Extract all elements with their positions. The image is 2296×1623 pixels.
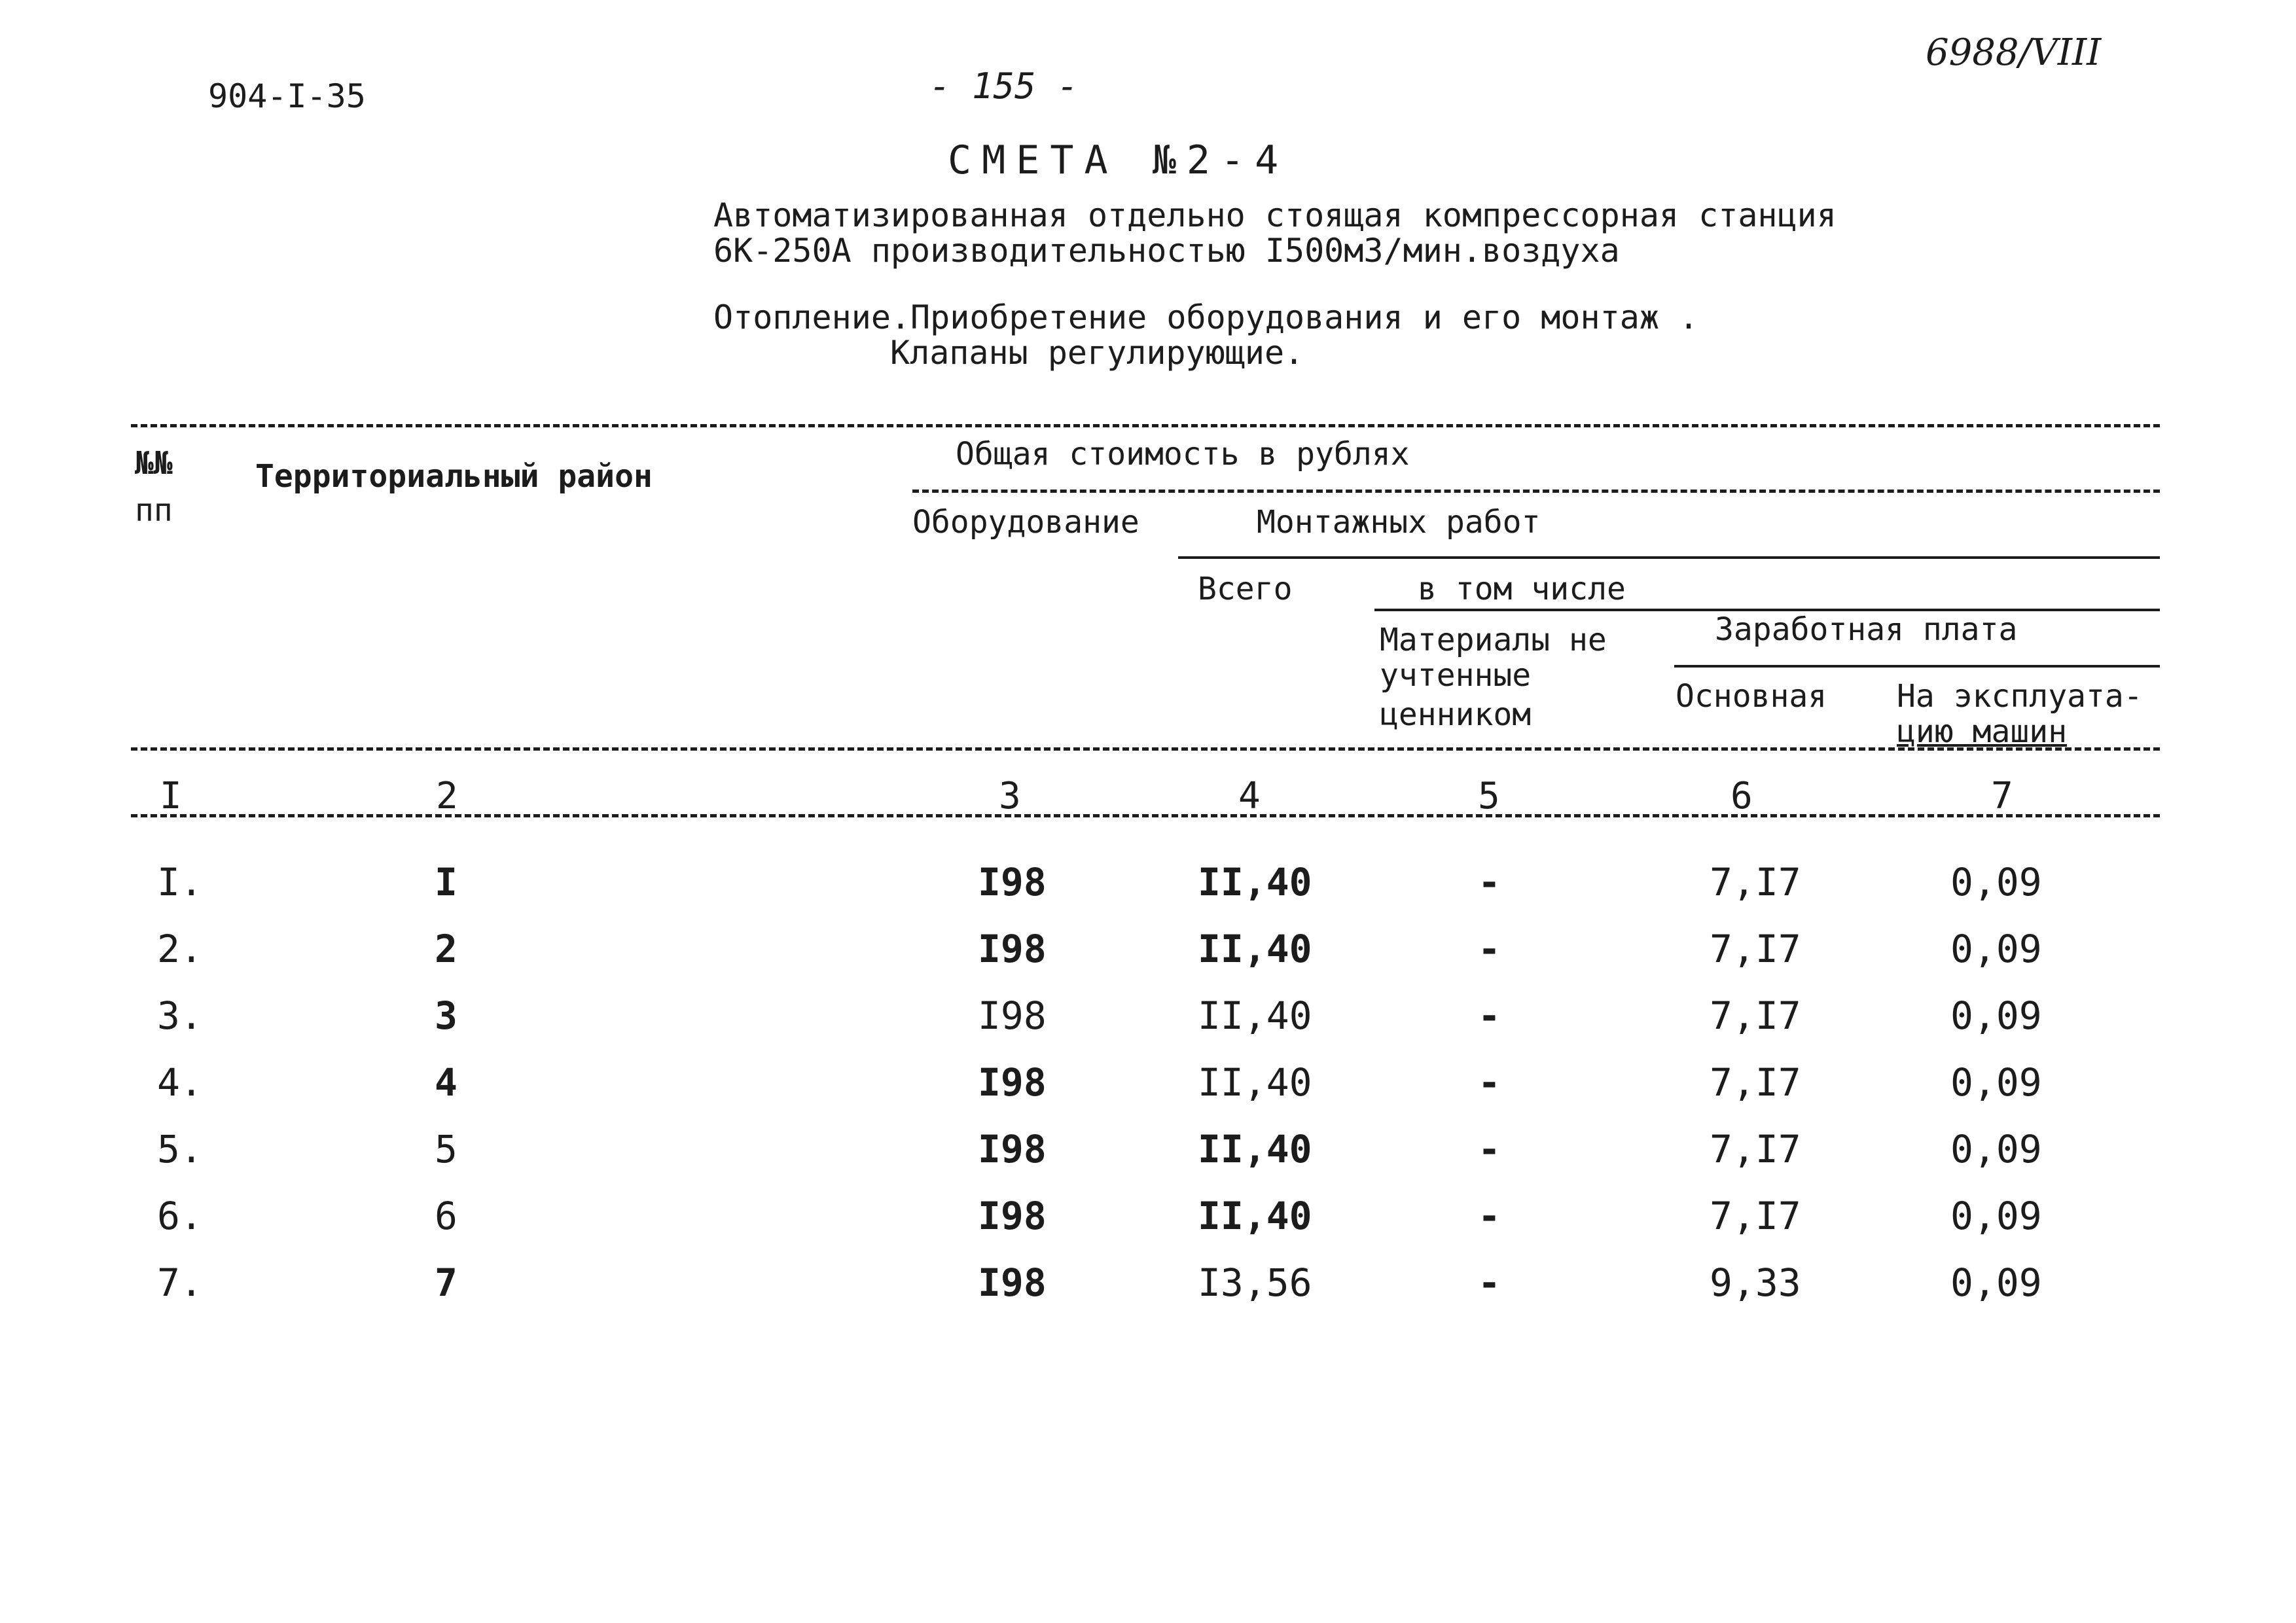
machine-operation-cell: 0,09 [1950, 1260, 2042, 1305]
header-including: в том числе [1418, 571, 1626, 607]
table-row [0, 1060, 2296, 1113]
equipment-cell: I98 [978, 1260, 1047, 1305]
equipment-cell: I98 [978, 860, 1047, 904]
equipment-cell: I98 [978, 1127, 1047, 1171]
equipment-cell: I98 [978, 927, 1047, 971]
materials-cell: - [1478, 1060, 1501, 1105]
basic-wage-cell: 7,I7 [1710, 1060, 1801, 1105]
region-cell: 4 [435, 1060, 457, 1105]
total-cell: II,40 [1198, 927, 1312, 971]
machine-operation-cell: 0,09 [1950, 1127, 2042, 1171]
wages-rule [1674, 665, 2160, 668]
total-cost-rule [912, 490, 2160, 493]
total-cell: II,40 [1198, 860, 1312, 904]
column-number-4: 4 [1238, 775, 1261, 817]
materials-cell: - [1478, 860, 1501, 904]
row-number: 3. [157, 993, 203, 1038]
region-cell: I [435, 860, 457, 904]
header-bottom-rule [131, 747, 2160, 751]
basic-wage-cell: 7,I7 [1710, 1127, 1801, 1171]
header-num: №№ [135, 445, 173, 482]
equipment-cell: I98 [978, 1060, 1047, 1105]
equipment-cell: I98 [978, 993, 1047, 1038]
column-number-2: 2 [436, 775, 458, 817]
page-number: - 155 - [929, 65, 1079, 107]
total-cell: II,40 [1198, 1194, 1312, 1238]
subtitle-line-2: 6К-250А производительностью I500м3/мин.воздуха [713, 232, 1620, 270]
table-row [0, 860, 2296, 912]
header-materials-1: Материалы не [1380, 622, 1607, 658]
column-numbers-rule [131, 814, 2160, 817]
table-row [0, 927, 2296, 979]
document-title: СМЕТА №2-4 [948, 137, 1289, 183]
table-row [0, 993, 2296, 1046]
equipment-cell: I98 [978, 1194, 1047, 1238]
basic-wage-cell: 9,33 [1710, 1260, 1801, 1305]
row-number: 6. [157, 1194, 203, 1238]
region-cell: 5 [435, 1127, 457, 1171]
total-cell: I3,56 [1198, 1260, 1312, 1305]
table-row [0, 1194, 2296, 1246]
machine-operation-cell: 0,09 [1950, 1060, 2042, 1105]
row-number: 7. [157, 1260, 203, 1305]
header-all: Всего [1198, 571, 1293, 607]
region-cell: 3 [435, 993, 457, 1038]
materials-cell: - [1478, 927, 1501, 971]
total-cell: II,40 [1198, 993, 1312, 1038]
column-number-5: 5 [1478, 775, 1500, 817]
basic-wage-cell: 7,I7 [1710, 993, 1801, 1038]
total-cell: II,40 [1198, 1127, 1312, 1171]
row-number: 2. [157, 927, 203, 971]
header-wages: Заработная плата [1715, 611, 2018, 648]
region-cell: 2 [435, 927, 457, 971]
table-row [0, 1260, 2296, 1313]
header-machines-1: На эксплуата- [1897, 678, 2143, 715]
basic-wage-cell: 7,I7 [1710, 927, 1801, 971]
subtitle-line-3: Отопление.Приобретение оборудования и его монтаж . [713, 298, 1699, 336]
sheet-reference: 6988/VIII [1926, 31, 2102, 74]
materials-cell: - [1478, 1127, 1501, 1171]
header-region: Территориальный район [255, 458, 653, 495]
machine-operation-cell: 0,09 [1950, 1194, 2042, 1238]
region-cell: 6 [435, 1194, 457, 1238]
header-num-pp: пп [135, 492, 173, 529]
header-machines-2: цию машин [1897, 713, 2068, 750]
column-number-1: I [160, 775, 182, 817]
header-materials-2: учтенные [1380, 657, 1532, 694]
column-number-6: 6 [1731, 775, 1753, 817]
materials-cell: - [1478, 1194, 1501, 1238]
subtitle-line-1: Автоматизированная отдельно стоящая компрессорная станция [713, 196, 1837, 234]
row-number: 5. [157, 1127, 203, 1171]
row-number: 4. [157, 1060, 203, 1105]
document-code: 904-I-35 [208, 77, 366, 115]
total-cell: II,40 [1198, 1060, 1312, 1105]
column-number-7: 7 [1991, 775, 2013, 817]
header-basic: Основная [1676, 678, 1827, 715]
table-row [0, 1127, 2296, 1179]
header-installation: Монтажных работ [1257, 504, 1541, 541]
header-equipment: Оборудование [912, 504, 1139, 541]
region-cell: 7 [435, 1260, 457, 1305]
materials-cell: - [1478, 1260, 1501, 1305]
machine-operation-cell: 0,09 [1950, 993, 2042, 1038]
header-materials-3: ценником [1380, 696, 1532, 733]
machine-operation-cell: 0,09 [1950, 860, 2042, 904]
basic-wage-cell: 7,I7 [1710, 860, 1801, 904]
machine-operation-cell: 0,09 [1950, 927, 2042, 971]
header-total-cost: Общая стоимость в рублях [956, 436, 1410, 473]
column-number-3: 3 [999, 775, 1021, 817]
materials-cell: - [1478, 993, 1501, 1038]
basic-wage-cell: 7,I7 [1710, 1194, 1801, 1238]
row-number: I. [157, 860, 203, 904]
table-top-rule [131, 424, 2160, 427]
subtitle-line-4: Клапаны регулирующие. [890, 334, 1304, 372]
installation-rule [1178, 556, 2160, 559]
